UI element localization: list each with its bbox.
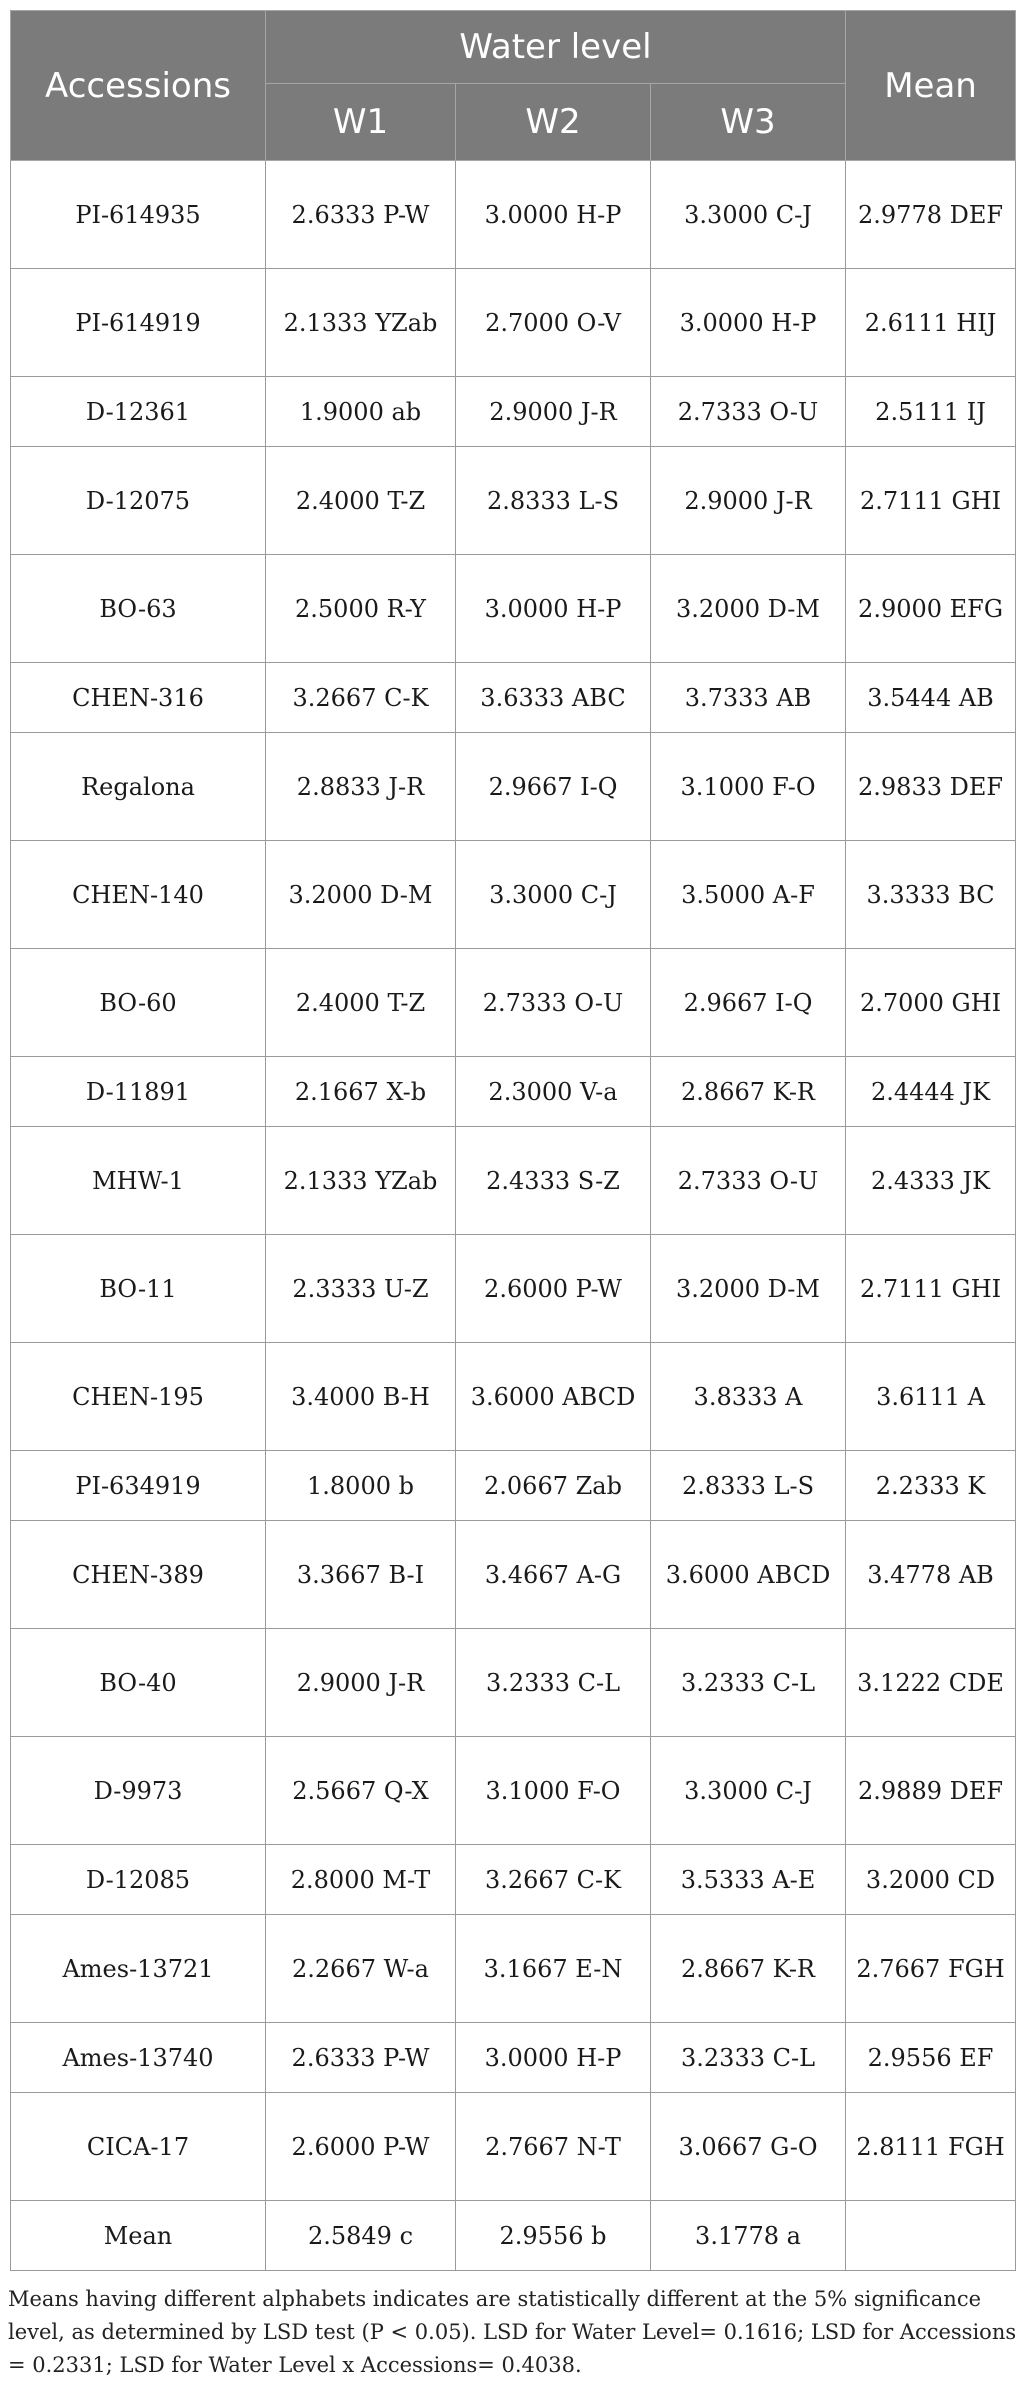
- cell-w2: 3.0000 H-P: [456, 2023, 651, 2093]
- cell-w3: 2.8667 K-R: [651, 1057, 846, 1127]
- cell-w2: 2.7000 O-V: [456, 269, 651, 377]
- header-w2: W2: [456, 84, 651, 161]
- cell-mean: 2.7667 FGH: [846, 1915, 1016, 2023]
- cell-w3: 3.1000 F-O: [651, 733, 846, 841]
- cell-w3: 3.8333 A: [651, 1343, 846, 1451]
- cell-w3: 2.9667 I-Q: [651, 949, 846, 1057]
- cell-w3: 3.5333 A-E: [651, 1845, 846, 1915]
- cell-w2: 3.1000 F-O: [456, 1737, 651, 1845]
- cell-w1: 1.8000 b: [266, 1451, 456, 1521]
- cell-w2: 3.1667 E-N: [456, 1915, 651, 2023]
- table-row: [11, 1845, 1016, 1915]
- cell-accession: MHW-1: [11, 1127, 266, 1235]
- cell-w3: 3.3000 C-J: [651, 161, 846, 269]
- cell-mean: [846, 2201, 1016, 2271]
- cell-w3: 3.1778 a: [651, 2201, 846, 2271]
- cell-w1: 1.9000 ab: [266, 377, 456, 447]
- cell-w2: 2.4333 S-Z: [456, 1127, 651, 1235]
- cell-w3: 3.2000 D-M: [651, 1235, 846, 1343]
- cell-accession: CHEN-389: [11, 1521, 266, 1629]
- cell-w2: 3.4667 A-G: [456, 1521, 651, 1629]
- cell-accession: D-12075: [11, 447, 266, 555]
- cell-mean: 3.6111 A: [846, 1343, 1016, 1451]
- cell-mean: 2.4333 JK: [846, 1127, 1016, 1235]
- cell-accession: PI-614935: [11, 161, 266, 269]
- table-row: [11, 663, 1016, 733]
- cell-w2: 3.6333 ABC: [456, 663, 651, 733]
- cell-w2: 2.7333 O-U: [456, 949, 651, 1057]
- table-row: [11, 1343, 1016, 1451]
- cell-w3: 3.3000 C-J: [651, 1737, 846, 1845]
- cell-mean: 2.7111 GHI: [846, 447, 1016, 555]
- cell-w1: 2.6333 P-W: [266, 161, 456, 269]
- cell-w1: 2.6333 P-W: [266, 2023, 456, 2093]
- cell-w2: 3.6000 ABCD: [456, 1343, 651, 1451]
- cell-w1: 2.4000 T-Z: [266, 949, 456, 1057]
- cell-w1: 2.2667 W-a: [266, 1915, 456, 2023]
- header-water-level: Water level: [266, 11, 846, 84]
- cell-mean: 3.2000 CD: [846, 1845, 1016, 1915]
- cell-w1: 3.2000 D-M: [266, 841, 456, 949]
- cell-w3: 3.5000 A-F: [651, 841, 846, 949]
- cell-mean: 2.7000 GHI: [846, 949, 1016, 1057]
- cell-accession: PI-614919: [11, 269, 266, 377]
- cell-w3: 3.0000 H-P: [651, 269, 846, 377]
- table-row: [11, 949, 1016, 1057]
- cell-w3: 2.8333 L-S: [651, 1451, 846, 1521]
- cell-w1: 2.1667 X-b: [266, 1057, 456, 1127]
- cell-w3: 2.7333 O-U: [651, 377, 846, 447]
- table-row: [11, 1521, 1016, 1629]
- cell-w2: 3.2333 C-L: [456, 1629, 651, 1737]
- table-row: [11, 733, 1016, 841]
- table-row: [11, 841, 1016, 949]
- cell-accession: CHEN-140: [11, 841, 266, 949]
- cell-w1: 2.1333 YZab: [266, 269, 456, 377]
- cell-w2: 3.2667 C-K: [456, 1845, 651, 1915]
- header-w3: W3: [651, 84, 846, 161]
- cell-mean: 3.1222 CDE: [846, 1629, 1016, 1737]
- table-row: [11, 161, 1016, 269]
- cell-w3: 3.7333 AB: [651, 663, 846, 733]
- cell-w2: 2.3000 V-a: [456, 1057, 651, 1127]
- cell-w1: 2.3333 U-Z: [266, 1235, 456, 1343]
- table-row: [11, 1915, 1016, 2023]
- cell-w1: 2.8000 M-T: [266, 1845, 456, 1915]
- table-header: [11, 11, 1016, 161]
- cell-w1: 3.4000 B-H: [266, 1343, 456, 1451]
- cell-w2: 3.0000 H-P: [456, 161, 651, 269]
- cell-accession: D-12361: [11, 377, 266, 447]
- table-row: [11, 1737, 1016, 1845]
- cell-accession: D-12085: [11, 1845, 266, 1915]
- header-accessions: Accessions: [11, 11, 266, 161]
- cell-mean: 2.5111 IJ: [846, 377, 1016, 447]
- cell-accession: Ames-13721: [11, 1915, 266, 2023]
- cell-w2: 2.7667 N-T: [456, 2093, 651, 2201]
- table-row: [11, 1451, 1016, 1521]
- table-row: [11, 1127, 1016, 1235]
- cell-w1: 3.3667 B-I: [266, 1521, 456, 1629]
- cell-mean: 2.9889 DEF: [846, 1737, 1016, 1845]
- cell-w1: 2.5849 c: [266, 2201, 456, 2271]
- cell-w1: 2.8833 J-R: [266, 733, 456, 841]
- cell-mean: 2.7111 GHI: [846, 1235, 1016, 1343]
- table-footnote: Means having different alphabets indicates are statistically different at the 5% significance level, as determined by LSD test (P < 0.05). LSD for Water Level= 0.1616; LSD for Accessions = 0.2331; LSD for Water Level x Accessions= 0.4038.: [8, 2287, 1017, 2377]
- table-row: [11, 555, 1016, 663]
- table-row: [11, 2023, 1016, 2093]
- cell-accession: BO-11: [11, 1235, 266, 1343]
- cell-w3: 3.0667 G-O: [651, 2093, 846, 2201]
- table-row: [11, 2093, 1016, 2201]
- cell-w1: 2.6000 P-W: [266, 2093, 456, 2201]
- cell-mean: 2.4444 JK: [846, 1057, 1016, 1127]
- cell-w2: 3.3000 C-J: [456, 841, 651, 949]
- cell-accession: PI-634919: [11, 1451, 266, 1521]
- cell-accession: BO-60: [11, 949, 266, 1057]
- cell-mean: 2.8111 FGH: [846, 2093, 1016, 2201]
- table-row: [11, 1235, 1016, 1343]
- cell-accession: Ames-13740: [11, 2023, 266, 2093]
- cell-w3: 3.2333 C-L: [651, 2023, 846, 2093]
- cell-accession: Mean: [11, 2201, 266, 2271]
- cell-accession: BO-63: [11, 555, 266, 663]
- table-row: [11, 377, 1016, 447]
- cell-accession: Regalona: [11, 733, 266, 841]
- cell-w3: 2.7333 O-U: [651, 1127, 846, 1235]
- cell-mean: 2.2333 K: [846, 1451, 1016, 1521]
- cell-accession: CHEN-195: [11, 1343, 266, 1451]
- cell-mean: 3.5444 AB: [846, 663, 1016, 733]
- cell-mean: 3.4778 AB: [846, 1521, 1016, 1629]
- cell-w1: 2.4000 T-Z: [266, 447, 456, 555]
- cell-w3: 2.8667 K-R: [651, 1915, 846, 2023]
- table-body: [11, 161, 1016, 2271]
- cell-w1: 2.9000 J-R: [266, 1629, 456, 1737]
- cell-accession: CHEN-316: [11, 663, 266, 733]
- cell-accession: D-11891: [11, 1057, 266, 1127]
- cell-w1: 2.5000 R-Y: [266, 555, 456, 663]
- cell-w3: 3.2333 C-L: [651, 1629, 846, 1737]
- cell-accession: D-9973: [11, 1737, 266, 1845]
- cell-w2: 2.9556 b: [456, 2201, 651, 2271]
- cell-mean: 3.3333 BC: [846, 841, 1016, 949]
- cell-w3: 2.9000 J-R: [651, 447, 846, 555]
- cell-mean: 2.9778 DEF: [846, 161, 1016, 269]
- cell-mean: 2.9556 EF: [846, 2023, 1016, 2093]
- cell-w3: 3.6000 ABCD: [651, 1521, 846, 1629]
- cell-w2: 2.9000 J-R: [456, 377, 651, 447]
- table-row: [11, 269, 1016, 377]
- cell-w1: 2.1333 YZab: [266, 1127, 456, 1235]
- cell-w2: 2.6000 P-W: [456, 1235, 651, 1343]
- table-row: [11, 1057, 1016, 1127]
- cell-w2: 2.0667 Zab: [456, 1451, 651, 1521]
- cell-mean: 2.6111 HIJ: [846, 269, 1016, 377]
- cell-w1: 3.2667 C-K: [266, 663, 456, 733]
- table-row: [11, 447, 1016, 555]
- cell-accession: CICA-17: [11, 2093, 266, 2201]
- cell-w2: 2.8333 L-S: [456, 447, 651, 555]
- cell-accession: BO-40: [11, 1629, 266, 1737]
- cell-w3: 3.2000 D-M: [651, 555, 846, 663]
- cell-w2: 3.0000 H-P: [456, 555, 651, 663]
- header-mean: Mean: [846, 11, 1016, 161]
- cell-w1: 2.5667 Q-X: [266, 1737, 456, 1845]
- cell-w2: 2.9667 I-Q: [456, 733, 651, 841]
- table-row: [11, 1629, 1016, 1737]
- table-row: [11, 2201, 1016, 2271]
- cell-mean: 2.9833 DEF: [846, 733, 1016, 841]
- header-w1: W1: [266, 84, 456, 161]
- results-table: [10, 10, 1016, 2271]
- cell-mean: 2.9000 EFG: [846, 555, 1016, 663]
